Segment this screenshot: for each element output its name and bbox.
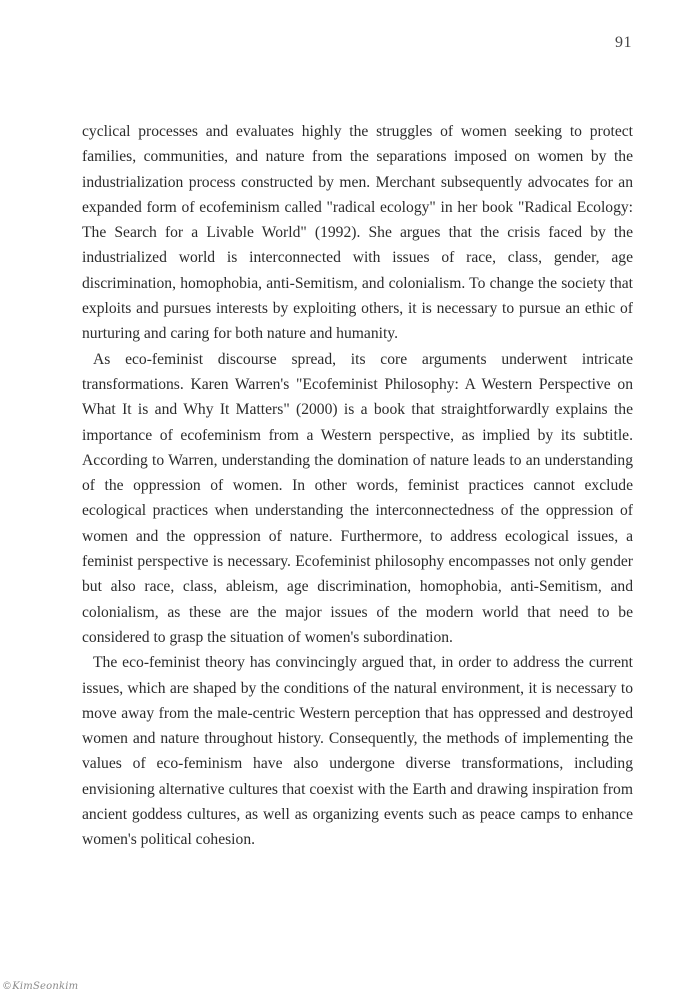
paragraph-1: cyclical processes and evaluates highly the struggles of women seeking to protect families, communities, and nature from the separations imposed on women by the industrialization process constructed by men. Merchant subsequently advocates for an expanded form of ecofeminism called "radical ecology" in her book "Radical Ecology: The Search for a Livable World" (1992). She argues that the crisis faced by the industrialized world is interconnected with issues of race, class, gender, age discrimination, homophobia, anti-Semitism, and colonialism. To change the society that exploits and pursues interests by exploiting others, it is necessary to pursue an ethic of nurturing and caring for both nature and humanity. — [82, 123, 633, 343]
paragraph-3: The eco-feminist theory has convincingly argued that, in order to address the current issues, which are shaped by the conditions of the natural environment, it is necessary to move away from the male-centric Western perception that has oppressed and destroyed women and nature throughout history. Consequently, the methods of implementing the values of eco-feminism have also undergone diverse transformations, including envisioning alternative cultures that coexist with the Earth and drawing inspiration from ancient goddess cultures, as well as organizing events such as peace camps to enhance women's political cohesion. — [82, 654, 633, 849]
paragraph-2: As eco-feminist discourse spread, its core arguments underwent intricate transformations. Karen Warren's "Ecofeminist Philosophy: A Western Perspective on What It is and Why It Matters" (2000) is a book that straightforwardly explains the importance of ecofeminism from a Western perspective, as implied by its subtitle. According to Warren, understanding the domination of nature leads to an understanding of the oppression of women. In other words, feminist practices cannot exclude ecological practices when understanding the interconnectedness of the oppression of women and the oppression of nature. Furthermore, to address ecological issues, a feminist perspective is necessary. Ecofeminist philosophy encompasses not only gender but also race, class, ableism, age discrimination, homophobia, anti-Semitism, and colonialism, as these are the major issues of the modern world that need to be considered to grasp the situation of women's subordination. — [82, 350, 633, 646]
page-number: 91 — [615, 34, 632, 51]
body-text — [82, 119, 633, 853]
watermark: ©KimSeonkim — [2, 981, 79, 992]
